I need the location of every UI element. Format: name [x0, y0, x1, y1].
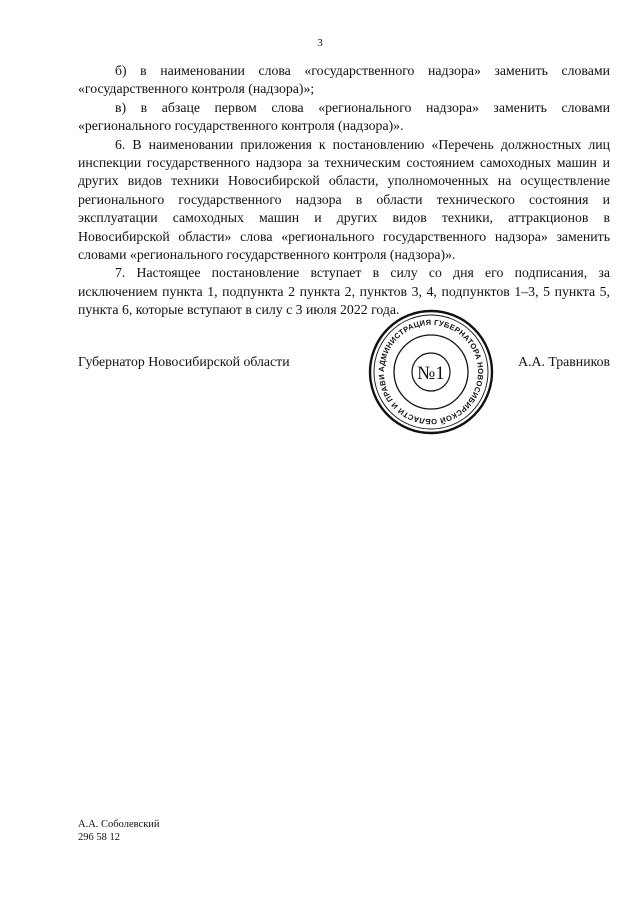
paragraph-6: 6. В наименовании приложения к постановлению «Перечень должностных лиц инспекции государственного надзора за техническим состоянием самоходных машин и других видов техники Новосибирской области, уполномоченных на осуществление регионального государственного надзора в области технического состояния и эксплуатации самоходных машин и других видов техники, аттракционов в Новосибирской области» слова «регионального государственного надзора» заменить словами «регионального государственного контроля (надзора)».	[78, 136, 610, 263]
paragraph-7: 7. Настоящее постановление вступает в силу со дня его подписания, за исключением пункта 1, подпункта 2 пункта 2, пунктов 3, 4, подпунктов 1–3, 5 пункта 5, пункта 6, которые вступают в силу с 3 июля 2022 года.	[78, 265, 610, 318]
footer-author: А.А. Соболевский	[78, 819, 160, 830]
page-number: 3	[317, 37, 323, 49]
official-seal	[368, 309, 494, 435]
paragraph-v: в) в абзаце первом слова «регионального надзора» заменить словами «регионального государственного контроля (надзора)».	[78, 99, 610, 134]
document-body	[78, 62, 610, 320]
seal-ring-text: АДМИНИСТРАЦИЯ ГУБЕРНАТОРА НОВОСИБИРСКОЙ ОБЛАСТИ И ПРАВИ	[376, 317, 486, 427]
footer-contact	[78, 818, 160, 844]
signatory-title: Губернатор Новосибирской области	[78, 354, 290, 369]
signatory-name: А.А. Травников	[518, 354, 610, 369]
seal-graphic	[368, 309, 494, 435]
signature-block	[78, 354, 610, 376]
footer-phone: 296 58 12	[78, 832, 120, 843]
seal-number: №1	[417, 363, 445, 384]
paragraph-b: б) в наименовании слова «государственного надзора» заменить словами «государственного контроля (надзора)»;	[78, 63, 610, 97]
